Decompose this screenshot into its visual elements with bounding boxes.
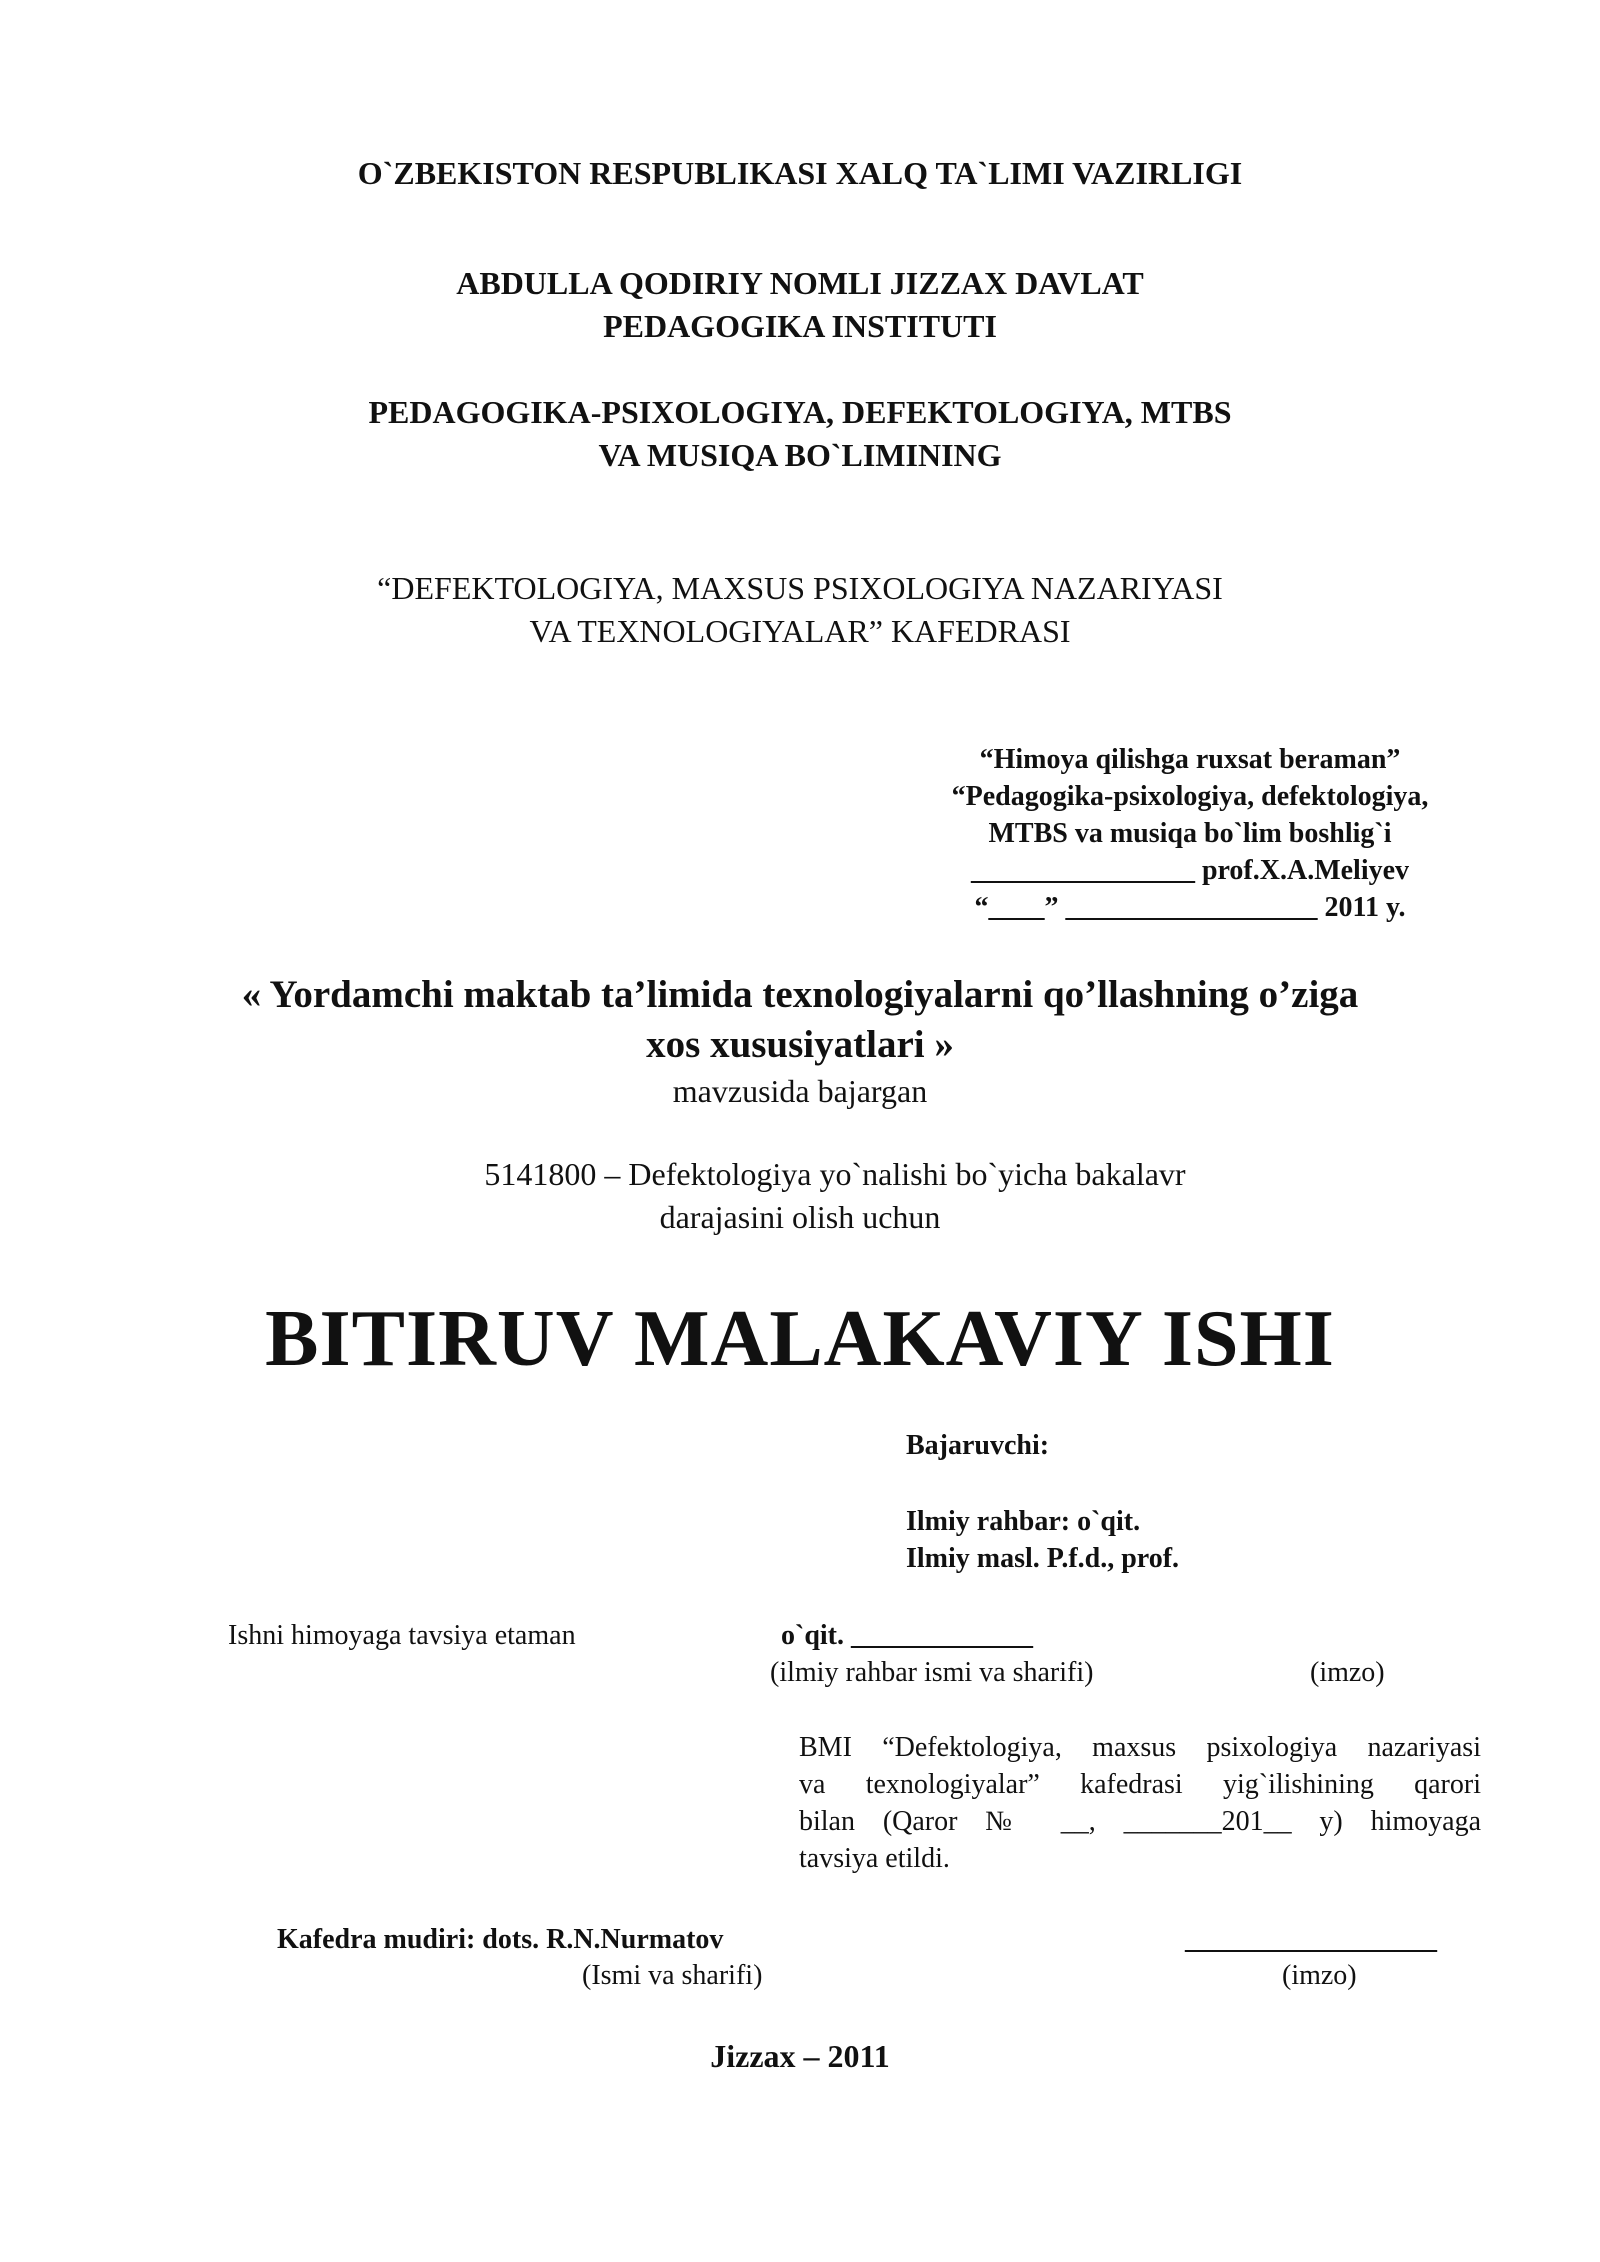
institute-title-line1: ABDULLA QODIRIY NOMLI JIZZAX DAVLAT <box>456 265 1144 301</box>
faculty-title-line2: VA MUSIQA BO`LIMINING <box>598 437 1002 473</box>
decision-line2: va texnologiyalar” kafedrasi yig`ilishining qarori <box>799 1769 1481 1800</box>
decision-line1: BMI “Defektologiya, maxsus psixologiya nazariyasi <box>799 1732 1481 1763</box>
recommendation-label: Ishni himoyaga tavsiya etaman <box>228 1620 576 1651</box>
degree-line2: darajasini olish uchun <box>659 1199 941 1235</box>
work-title: BITIRUV MALAKAVIY ISHI <box>265 1295 1335 1383</box>
department-title <box>0 567 1600 653</box>
approval-line1: “Himoya qilishga ruxsat beraman” <box>979 744 1401 775</box>
consultant-label: Ilmiy masl. P.f.d., prof. <box>906 1543 1180 1574</box>
ministry-title: O`ZBEKISTON RESPUBLIKASI XALQ TA`LIMI VAZIRLIGI <box>357 155 1243 191</box>
head-label: Kafedra mudiri: dots. R.N.Nurmatov <box>277 1924 724 1955</box>
department-title-line2: VA TEXNOLOGIYALAR” KAFEDRASI <box>529 613 1071 649</box>
recommendation-sign-caption: (imzo) <box>1310 1657 1385 1688</box>
faculty-title <box>0 391 1600 477</box>
recommendation-signer: o`qit. _____________ <box>781 1620 1033 1651</box>
institute-title <box>0 262 1600 348</box>
head-signature-line: __________________ <box>1185 1924 1437 1955</box>
degree-line1: 5141800 – Defektologiya yo`nalishi bo`yicha bakalavr <box>484 1156 1186 1192</box>
topic-block <box>0 970 1600 1113</box>
degree-block <box>0 1153 1600 1239</box>
head-name-caption: (Ismi va sharifi) <box>582 1960 763 1991</box>
performer-label: Bajaruvchi: <box>906 1430 1050 1461</box>
decision-line4: tavsiya etildi. <box>799 1843 950 1874</box>
approval-line5: “____” __________________ 2011 y. <box>974 892 1406 923</box>
supervisor-label: Ilmiy rahbar: o`qit. <box>906 1506 1141 1537</box>
approval-line4: ________________ prof.X.A.Meliyev <box>970 855 1410 886</box>
recommendation-name-caption: (ilmiy rahbar ismi va sharifi) <box>770 1657 1094 1688</box>
city-year: Jizzax – 2011 <box>710 2038 890 2074</box>
faculty-title-line1: PEDAGOGIKA-PSIXOLOGIYA, DEFEKTOLOGIYA, MTBS <box>368 394 1232 430</box>
decision-paragraph <box>799 1729 1481 1877</box>
topic-line2: xos xususiyatlari » <box>646 1023 954 1066</box>
approval-block <box>880 741 1500 926</box>
decision-line3: bilan (Qaror № __, _______201__ y) himoyaga <box>799 1806 1481 1837</box>
approval-line3: MTBS va musiqa bo`lim boshlig`i <box>988 818 1392 849</box>
department-title-line1: “DEFEKTOLOGIYA, MAXSUS PSIXOLOGIYA NAZARIYASI <box>377 570 1223 606</box>
topic-line3: mavzusida bajargan <box>672 1073 928 1109</box>
head-sign-caption: (imzo) <box>1282 1960 1357 1991</box>
institute-title-line2: PEDAGOGIKA INSTITUTI <box>603 308 997 344</box>
approval-line2: “Pedagogika-psixologiya, defektologiya, <box>951 781 1429 812</box>
topic-line1: « Yordamchi maktab ta’limida texnologiyalarni qo’llashning o’ziga <box>241 973 1359 1016</box>
